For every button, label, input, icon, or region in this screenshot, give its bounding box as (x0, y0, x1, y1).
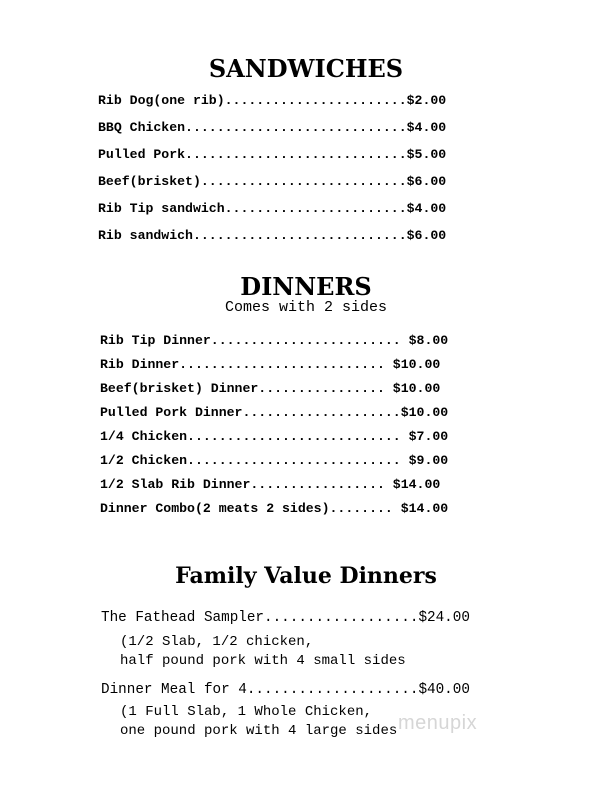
menu-item: Rib Dog(one rib).......................$2.00 (98, 93, 447, 108)
menu-item: Rib Tip sandwich.......................$4.00 (98, 201, 447, 216)
item-note: one pound pork with 4 large sides (120, 723, 398, 739)
menu-item: Pulled Pork............................$5.00 (98, 147, 447, 162)
menu-item: Beef(brisket)..........................$6.00 (98, 174, 447, 189)
menu-item: Rib Tip Dinner........................ $8.00 (100, 333, 449, 348)
item-note: (1 Full Slab, 1 Whole Chicken, (120, 704, 373, 720)
menu-item: Dinner Combo(2 meats 2 sides)........ $14.00 (100, 501, 449, 516)
menu-item: Beef(brisket) Dinner................ $10.00 (100, 381, 441, 396)
sandwiches-heading: SANDWICHES (208, 54, 404, 83)
dinners-heading: DINNERS (240, 272, 372, 301)
menu-item: Dinner Meal for 4....................$40.00 (101, 682, 470, 698)
item-note: half pound pork with 4 small sides (120, 653, 406, 669)
dinners-subtitle: Comes with 2 sides (224, 299, 388, 316)
menu-item: Rib Dinner.......................... $10.00 (100, 357, 441, 372)
menu-item: The Fathead Sampler..................$24.00 (101, 610, 470, 626)
menu-item: BBQ Chicken............................$4.00 (98, 120, 447, 135)
menu-item: 1/2 Slab Rib Dinner................. $14.00 (100, 477, 441, 492)
family-dinners-heading: Family Value Dinners (175, 563, 437, 589)
menu-item: Pulled Pork Dinner....................$10.00 (100, 405, 449, 420)
menu-item: 1/4 Chicken........................... $7.00 (100, 429, 449, 444)
menu-item: Rib sandwich...........................$6.00 (98, 228, 447, 243)
item-note: (1/2 Slab, 1/2 chicken, (120, 634, 314, 650)
menu-item: 1/2 Chicken........................... $9.00 (100, 453, 449, 468)
watermark: menupix (398, 712, 478, 734)
